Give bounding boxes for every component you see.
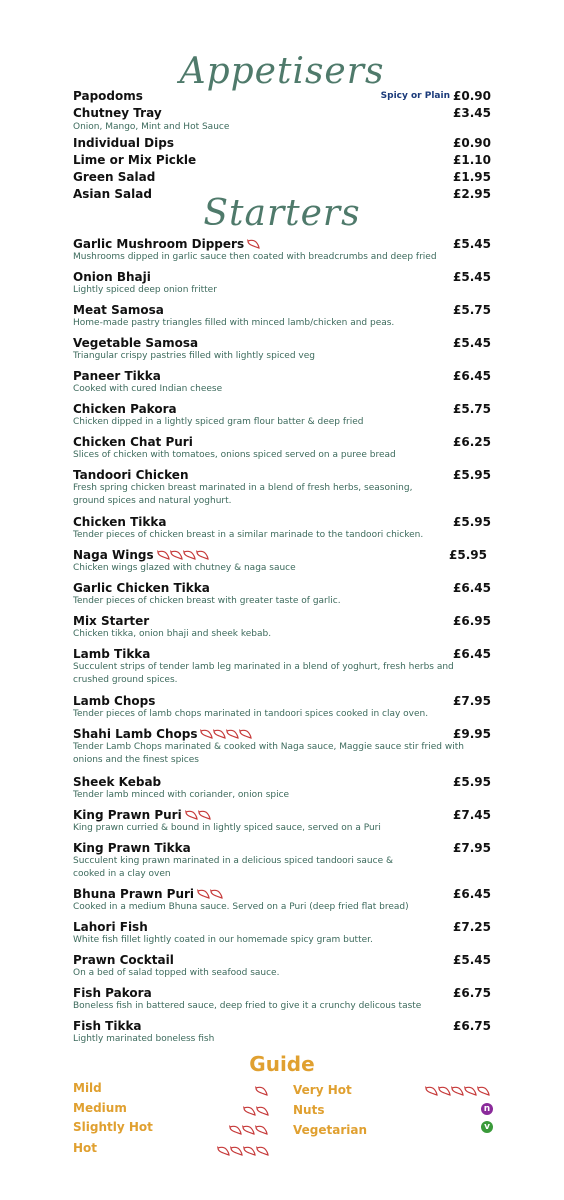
item-description: Slices of chicken with tomatoes, onions spiced served on a puree bread xyxy=(73,450,396,460)
item-price: £7.45 xyxy=(453,808,491,822)
guide-label-hot: Hot xyxy=(73,1141,98,1155)
menu-item xyxy=(73,614,491,628)
item-price: £1.95 xyxy=(453,170,491,184)
guide-label-medium: Medium xyxy=(73,1101,127,1115)
item-name: Chicken Pakora xyxy=(73,402,177,416)
item-price: £0.90 xyxy=(453,89,491,103)
item-description: Lightly spiced deep onion fritter xyxy=(73,285,217,295)
menu-item xyxy=(73,237,491,251)
menu-item xyxy=(73,808,491,822)
item-price: £5.45 xyxy=(453,270,491,284)
item-name: Naga Wings xyxy=(73,548,209,563)
item-price: £5.75 xyxy=(453,303,491,317)
vegetarian-icon: v xyxy=(481,1121,493,1133)
item-description: Home-made pastry triangles filled with minced lamb/chicken and peas. xyxy=(73,318,395,328)
chili-rating-icon xyxy=(217,1141,269,1160)
item-description: Chicken dipped in a lightly spiced gram flour batter & deep fried xyxy=(73,417,364,427)
item-description: Tender lamb minced with coriander, onion spice xyxy=(73,790,290,800)
menu-item xyxy=(73,153,491,167)
menu-item xyxy=(73,468,491,482)
item-name: Fish Pakora xyxy=(73,986,152,1000)
item-description: Tender pieces of chicken breast in a similar marinade to the tandoori chicken. xyxy=(73,530,424,540)
item-price: £5.95 xyxy=(453,468,491,482)
item-price: £5.45 xyxy=(453,237,491,251)
menu-item xyxy=(73,435,491,449)
guide-label-very-hot: Very Hot xyxy=(293,1083,352,1097)
item-price: £6.45 xyxy=(453,369,491,383)
item-description: Tender pieces of lamb chops marinated in tandoori spices cooked in clay oven. xyxy=(73,709,429,719)
item-name: Garlic Chicken Tikka xyxy=(73,581,210,595)
item-price: £0.90 xyxy=(453,136,491,150)
chili-rating-icon xyxy=(243,1101,269,1120)
menu-item xyxy=(73,89,491,103)
item-description: Tender pieces of chicken breast with greater taste of garlic. xyxy=(73,596,341,606)
item-description: Succulent strips of tender lamb leg marinated in a blend of yoghurt, fresh herbs and crushed ground spices. xyxy=(73,662,454,685)
menu-item xyxy=(73,270,491,284)
item-description: Cooked with cured Indian cheese xyxy=(73,384,223,394)
item-name: Tandoori Chicken xyxy=(73,468,189,482)
item-description: Onion, Mango, Mint and Hot Sauce xyxy=(73,122,230,132)
guide-label-mild: Mild xyxy=(73,1081,102,1095)
item-name: Garlic Mushroom Dippers xyxy=(73,237,260,252)
item-price: £6.75 xyxy=(453,1019,491,1033)
item-price: £5.95 xyxy=(453,775,491,789)
item-description: Lightly marinated boneless fish xyxy=(73,1034,215,1044)
item-name: Shahi Lamb Chops xyxy=(73,727,252,742)
guide-label-slightly-hot: Slightly Hot xyxy=(73,1120,153,1134)
menu-item xyxy=(73,1019,491,1033)
item-name: Fish Tikka xyxy=(73,1019,142,1033)
menu-item xyxy=(73,369,491,383)
menu-item xyxy=(73,887,491,901)
item-name: Papodoms xyxy=(73,89,143,103)
item-description: Chicken wings glazed with chutney & naga sauce xyxy=(73,563,296,573)
item-price: £6.45 xyxy=(453,887,491,901)
menu-item xyxy=(73,548,491,562)
item-price: £7.25 xyxy=(453,920,491,934)
item-description: Mushrooms dipped in garlic sauce then coated with breadcrumbs and deep fried xyxy=(73,252,437,262)
menu-item xyxy=(73,136,491,150)
item-name: Prawn Cocktail xyxy=(73,953,174,967)
menu-item xyxy=(73,170,491,184)
menu-item xyxy=(73,727,491,741)
item-name: Mix Starter xyxy=(73,614,150,628)
item-name: Chutney Tray xyxy=(73,106,162,120)
menu-item xyxy=(73,841,491,855)
menu-item xyxy=(73,920,491,934)
menu-item xyxy=(73,581,491,595)
item-name: Paneer Tikka xyxy=(73,369,161,383)
guide-label-vegetarian: Vegetarian xyxy=(293,1123,368,1137)
item-name: Lime or Mix Pickle xyxy=(73,153,197,167)
item-price: £7.95 xyxy=(453,694,491,708)
menu-item xyxy=(73,647,491,661)
item-name: Lamb Chops xyxy=(73,694,156,708)
chili-rating-icon xyxy=(157,549,209,563)
item-name: Bhuna Prawn Puri xyxy=(73,887,223,902)
item-price: £2.95 xyxy=(453,187,491,201)
item-name: Asian Salad xyxy=(73,187,152,201)
menu-item xyxy=(73,986,491,1000)
item-description: Boneless fish in battered sauce, deep fried to give it a crunchy delicous taste xyxy=(73,1001,422,1011)
chili-rating-icon xyxy=(255,1081,268,1100)
item-price: £5.75 xyxy=(453,402,491,416)
item-name: King Prawn Tikka xyxy=(73,841,191,855)
item-name: Onion Bhaji xyxy=(73,270,151,284)
item-name: King Prawn Puri xyxy=(73,808,211,823)
menu-item xyxy=(73,336,491,350)
guide-label-nuts: Nuts xyxy=(293,1103,325,1117)
item-description: Chicken tikka, onion bhaji and sheek kebab. xyxy=(73,629,272,639)
item-price: £5.95 xyxy=(449,548,487,562)
item-description: King prawn curried & bound in lightly spiced sauce, served on a Puri xyxy=(73,823,381,833)
item-name: Individual Dips xyxy=(73,136,174,150)
item-price: £6.45 xyxy=(453,581,491,595)
item-price: £6.25 xyxy=(453,435,491,449)
menu-item xyxy=(73,953,491,967)
chili-rating-icon xyxy=(425,1081,490,1100)
item-price: £1.10 xyxy=(453,153,491,167)
item-name: Chicken Tikka xyxy=(73,515,167,529)
item-price: £5.95 xyxy=(453,515,491,529)
item-description: Tender Lamb Chops marinated & cooked with Naga sauce, Maggie sauce stir fried with onions and the finest spices xyxy=(73,742,464,765)
item-name: Lahori Fish xyxy=(73,920,148,934)
item-price: £6.45 xyxy=(453,647,491,661)
item-price: £9.95 xyxy=(453,727,491,741)
menu-item xyxy=(73,694,491,708)
item-price: £3.45 xyxy=(453,106,491,120)
item-price: £6.75 xyxy=(453,986,491,1000)
appetisers-heading: Appetisers xyxy=(179,51,385,92)
starters-heading: Starters xyxy=(203,193,361,234)
item-price: £6.95 xyxy=(453,614,491,628)
item-description: On a bed of salad topped with seafood sauce. xyxy=(73,968,280,978)
item-name: Vegetable Samosa xyxy=(73,336,199,350)
menu-item xyxy=(73,402,491,416)
item-description: Cooked in a medium Bhuna sauce. Served on a Puri (deep fried flat bread) xyxy=(73,902,409,912)
item-name: Meat Samosa xyxy=(73,303,164,317)
menu-item xyxy=(73,775,491,789)
menu-item xyxy=(73,303,491,317)
chili-rating-icon xyxy=(247,238,260,252)
chili-rating-icon xyxy=(229,1120,268,1139)
chili-rating-icon xyxy=(197,888,223,902)
item-name: Green Salad xyxy=(73,170,156,184)
nuts-icon: n xyxy=(481,1103,493,1115)
item-description: White fish fillet lightly coated in our homemade spicy gram butter. xyxy=(73,935,373,945)
item-price: £5.45 xyxy=(453,953,491,967)
item-name: Chicken Chat Puri xyxy=(73,435,193,449)
chili-rating-icon xyxy=(185,809,211,823)
item-price: £5.45 xyxy=(453,336,491,350)
item-description: Succulent king prawn marinated in a delicious spiced tandoori sauce & cooked in a clay oven xyxy=(73,856,394,879)
item-price: £7.95 xyxy=(453,841,491,855)
item-description: Triangular crispy pastries filled with lightly spiced veg xyxy=(73,351,315,361)
guide-heading: Guide xyxy=(249,1052,315,1076)
item-name: Lamb Tikka xyxy=(73,647,151,661)
menu-item xyxy=(73,515,491,529)
item-name: Sheek Kebab xyxy=(73,775,162,789)
item-note: Spicy or Plain xyxy=(380,91,450,101)
item-description: Fresh spring chicken breast marinated in a blend of fresh herbs, seasoning, ground spices and natural yoghurt. xyxy=(73,483,413,506)
menu-item xyxy=(73,106,491,120)
chili-rating-icon xyxy=(200,728,252,742)
